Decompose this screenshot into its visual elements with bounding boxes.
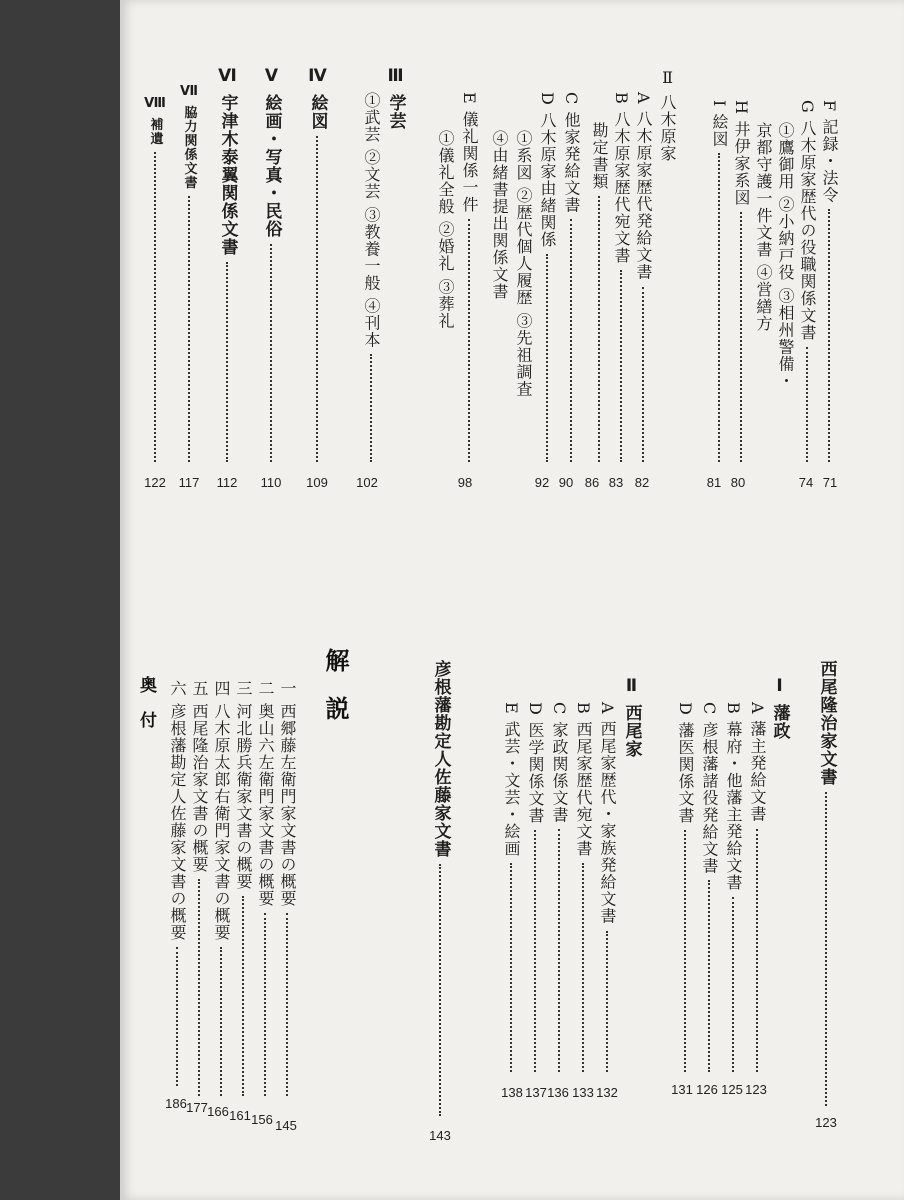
toc-page-number: 110 [260,475,282,490]
toc-entry-H [730,100,752,466]
toc-section-III [384,66,406,130]
leader-dots [226,262,228,462]
toc-entry-nishio-II-C [548,702,570,1076]
leader-dots [546,254,548,462]
toc-entry-F [818,100,840,466]
toc-page-number: 86 [584,475,600,490]
toc-section-VII [178,84,200,466]
toc-page-number: 117 [178,475,200,490]
toc-entry-E [458,92,480,466]
toc-label: A 西尾家歴代・家族発給文書 [598,702,617,925]
toc-page-number: 83 [608,475,624,490]
toc-label: Ⅶ 脇力関係文書 [181,84,197,190]
toc-page-number: 161 [229,1108,251,1123]
toc-entry-kaisetsu-1 [276,680,298,1100]
toc-entry-nishio-II-A [596,702,618,1076]
toc-label: Ⅳ 絵図 [307,66,328,130]
leader-dots [198,879,200,1096]
toc-page-number: 71 [822,475,838,490]
toc-page-number: 123 [815,1115,837,1130]
toc-label: H 井伊家系図 [732,100,751,207]
toc-entry-kaisetsu-3 [232,680,254,1100]
toc-label: Ⅱ 八木原家 [658,68,677,163]
toc-page-number: 177 [186,1100,208,1115]
toc-entry-B-sub [588,122,610,466]
toc-label: B 幕府・他藩主発給文書 [724,702,743,891]
toc-page-number: 92 [534,475,550,490]
leader-dots [188,196,190,462]
toc-section-II [656,68,678,162]
toc-page-number: 125 [721,1082,743,1097]
toc-page-number: 136 [547,1085,569,1100]
toc-page-number: 126 [696,1082,718,1097]
toc-entry-nishio-II-D [524,702,546,1076]
leader-dots [270,244,272,462]
toc-section-nishio-II [620,676,642,758]
toc-entry-E-sub [434,130,456,329]
toc-label: B 八木原家歴代宛文書 [612,92,631,264]
toc-entry-B [610,92,632,466]
leader-dots [828,209,830,462]
toc-entry-kaisetsu-4 [210,680,232,1100]
leader-dots [316,136,318,462]
toc-page-number: 143 [429,1128,451,1143]
leader-dots [718,153,720,462]
leader-dots [598,196,600,462]
toc-entry-nishio-I-C [698,702,720,1076]
toc-entry-kaisetsu-2 [254,680,276,1100]
toc-label: Ⅰ 藩政 [769,676,790,740]
toc-page-number: 82 [634,475,650,490]
toc-label: D 医学関係文書 [526,702,545,824]
toc-label: 西尾隆治家文書 [816,660,837,786]
toc-label: Ⅴ 絵画・写真・民俗 [261,66,282,238]
toc-entry-C [560,92,582,466]
toc-entry-nishio-II-E [500,702,522,1076]
leader-dots [439,864,441,1116]
toc-section-nishio-I [768,676,790,740]
leader-dots [468,219,470,462]
toc-entry-D-sub2 [488,130,510,300]
toc-page-number: 112 [216,475,238,490]
toc-heading-kaisetsu: 解説 [321,648,349,744]
toc-page-number: 109 [306,475,328,490]
toc-label: Ⅷ 補遺 [147,96,163,146]
toc-entry-A [632,92,654,466]
toc-page-number: 145 [275,1118,297,1133]
toc-page-number: 132 [596,1085,618,1100]
toc-label: C 彦根藩諸役発給文書 [700,702,719,875]
toc-page-number: 122 [144,475,166,490]
toc-page-number: 102 [356,475,378,490]
leader-dots [732,897,734,1072]
toc-label: A 藩主発給文書 [748,702,767,823]
leader-dots [570,219,572,462]
toc-entry-nishio-I-B [722,702,744,1076]
leader-dots [370,354,372,462]
toc-label: 勘定書類 [590,122,609,190]
toc-label: B 西尾家歴代宛文書 [574,702,593,857]
toc-section-IV [306,66,328,466]
toc-label: Ⅲ 学芸 [385,66,406,130]
toc-page-number: 133 [572,1085,594,1100]
toc-entry-G [796,100,818,466]
toc-entry-III-sub [360,92,382,466]
toc-label: 五 西尾隆治家文書の概要 [190,680,209,874]
toc-label: I 絵図 [710,100,729,148]
leader-dots [558,829,560,1072]
toc-label: ①鷹御用 ②小納戸役 ③相州警備・ [776,122,795,390]
toc-label: ①系図 ②歴代個人履歴 ③先祖調査 [514,130,533,398]
toc-label: 一 西郷藤左衛門家文書の概要 [278,680,297,908]
toc-entry-nishio-I-D [674,702,696,1076]
leader-dots [708,880,710,1072]
toc-page-number: 80 [730,475,746,490]
toc-page-number: 98 [457,475,473,490]
toc-label: 六 彦根藩勘定人佐藤家文書の概要 [168,680,187,942]
toc-page-number: 81 [706,475,722,490]
toc-entry-nishio-I-A [746,702,768,1076]
toc-section-VI [216,66,238,466]
leader-dots [642,287,644,462]
leader-dots [582,863,584,1072]
leader-dots [806,347,808,462]
toc-label: 二 奥山六左衛門家文書の概要 [256,680,275,908]
toc-label: 四 八木原太郎右衛門家文書の概要 [212,680,231,942]
leader-dots [242,896,244,1096]
toc-entry-kaisetsu-5 [188,680,210,1100]
toc-entry-kaisetsu-6 [166,680,188,1090]
leader-dots [620,270,622,462]
toc-label: 三 河北勝兵衛家文書の概要 [234,680,253,891]
toc-page-number: 156 [251,1112,273,1127]
toc-entry-nishio-II-B [572,702,594,1076]
leader-dots [176,947,178,1086]
toc-label: D 藩医関係文書 [676,702,695,824]
toc-page-number: 137 [525,1085,547,1100]
toc-heading-okuzuke: 奥付 [136,676,156,746]
toc-title-nishio [814,660,838,1110]
toc-page-number: 74 [798,475,814,490]
toc-label: C 他家発給文書 [562,92,581,214]
toc-label: A 八木原家歴代発給文書 [634,92,653,281]
leader-dots [220,947,222,1096]
toc-label: ①儀礼全般 ②婚礼 ③葬礼 [436,130,455,330]
table-of-contents-page [120,0,904,1200]
leader-dots [534,830,536,1072]
toc-page-number: 90 [558,475,574,490]
leader-dots [756,829,758,1072]
leader-dots [606,931,608,1072]
toc-entry-G-sub1 [774,122,796,389]
toc-title-sato [428,660,452,1120]
toc-entry-G-sub2 [752,122,774,332]
leader-dots [286,913,288,1096]
toc-page-number: 186 [165,1096,187,1111]
toc-label: Ⅵ 宇津木泰翼関係文書 [217,66,238,256]
leader-dots [264,913,266,1096]
toc-label: F 記録・法令 [820,100,839,204]
toc-entry-D-sub1 [512,130,534,397]
leader-dots [684,830,686,1072]
leader-dots [510,863,512,1072]
toc-label: G 八木原家歴代の役職関係文書 [798,100,817,341]
toc-label: E 儀礼関係一件 [460,92,479,213]
toc-label: D 八木原家由緒関係 [538,92,557,248]
toc-entry-D [536,92,558,466]
toc-label: Ⅱ 西尾家 [621,676,642,758]
toc-page-number: 123 [745,1082,767,1097]
toc-label: 彦根藩勘定人佐藤家文書 [430,660,451,858]
toc-page-number: 138 [501,1085,523,1100]
toc-label: ①武芸 ②文芸 ③教養一般 ④刊本 [362,92,381,349]
leader-dots [154,152,156,462]
toc-label: C 家政関係文書 [550,702,569,824]
toc-label: ④由緒書提出関係文書 [490,130,509,300]
toc-label: 京都守護一件文書 ④営繕方 [754,122,773,333]
toc-entry-I [708,100,730,466]
leader-dots [740,212,742,462]
toc-section-V [260,66,282,466]
toc-label: E 武芸・文芸・絵画 [502,702,521,857]
leader-dots [825,792,827,1106]
toc-page-number: 131 [671,1082,693,1097]
toc-section-VIII [144,96,166,466]
toc-page-number: 166 [207,1104,229,1119]
